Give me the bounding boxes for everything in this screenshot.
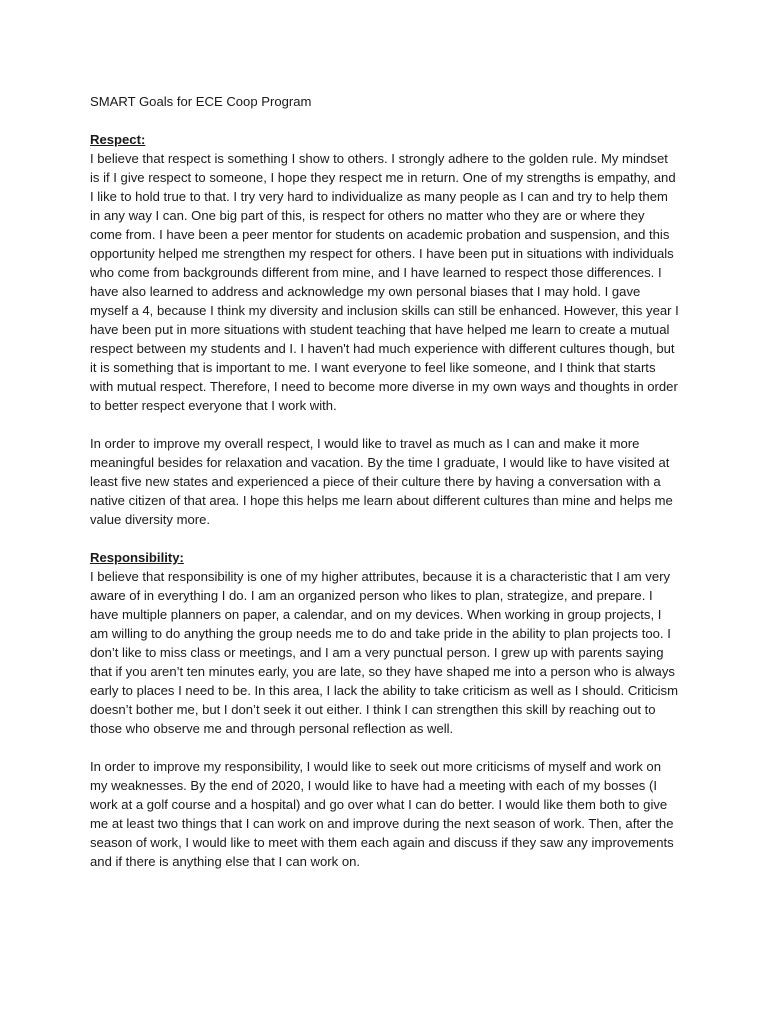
respect-paragraph-1: I believe that respect is something I show to others. I strongly adhere to the golden rule. My mindset is if I give respect to someone, I hope they respect me in return. One of my strengths is empathy, and I like to hold true to that. I try very hard to individualize as many people as I can and try to help them in any way I can. One big part of this, is respect for others no matter who they are or where they come from. I have been a peer mentor for students on academic probation and suspension, and this opportunity helped me strengthen my respect for others. I have been put in situations with individuals who come from backgrounds different from mine, and I have learned to respect those differences. I have also learned to address and acknowledge my own personal biases that I may hold. I gave myself a 4, because I think my diversity and inclusion skills can still be enhanced. However, this year I have been put in more situations with student teaching that have helped me learn to create a mutual respect between my students and I. I haven't had much experience with different cultures though, but it is something that is important to me. I want everyone to feel like someone, and I think that starts with mutual respect. Therefore, I need to become more diverse in my own ways and thoughts in order to better respect everyone that I work with. bbox=[90, 151, 679, 413]
section-heading-responsibility: Responsibility: bbox=[90, 550, 184, 565]
respect-paragraph-2: In order to improve my overall respect, I would like to travel as much as I can and make it more meaningful besides for relaxation and vacation. By the time I graduate, I would like to have visited at least five new states and experienced a piece of their culture there by having a conversation with a native citizen of that area. I hope this helps me learn about different cultures than mine and helps me value diversity more. bbox=[90, 436, 673, 527]
responsibility-paragraph-1: I believe that responsibility is one of my higher attributes, because it is a characteristic that I am very aware of in everything I do. I am an organized person who likes to plan, strategize, and prepare. I have multiple planners on paper, a calendar, and on my devices. When working in group projects, I am willing to do anything the group needs me to do and take pride in the ability to plan projects too. I don’t like to miss class or meetings, and I am a very punctual person. I grew up with parents saying that if you aren’t ten minutes early, you are late, so they have shaped me into a person who is always early to places I need to be. In this area, I lack the ability to take criticism as well as I should. Criticism doesn’t bother me, but I don’t seek it out either. I think I can strengthen this skill by reaching out to those who observe me and through personal reflection as well. bbox=[90, 569, 679, 736]
document-page bbox=[90, 92, 680, 890]
section-responsibility bbox=[90, 548, 680, 871]
section-respect bbox=[90, 130, 680, 529]
responsibility-paragraph-2: In order to improve my responsibility, I would like to seek out more criticisms of myself and work on my weaknesses. By the end of 2020, I would like to have had a meeting with each of my bosses (I work at a golf course and a hospital) and go over what I can do better. I would like them both to give me at least two things that I can work on and improve during the next season of work. Then, after the season of work, I would like to meet with them each again and discuss if they saw any improvements and if there is anything else that I can work on. bbox=[90, 759, 674, 869]
document-title: SMART Goals for ECE Coop Program bbox=[90, 94, 312, 109]
section-heading-respect: Respect: bbox=[90, 132, 146, 147]
